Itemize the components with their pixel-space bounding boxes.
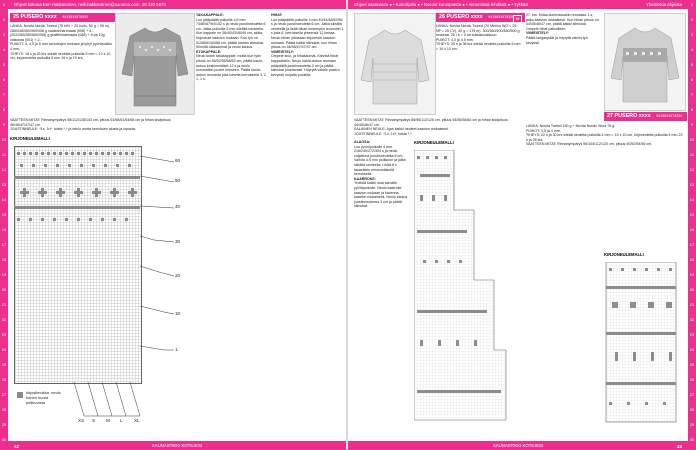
edge-number: 28 bbox=[689, 407, 695, 412]
pattern-26-title-text: 26 PUSERO xxxx bbox=[439, 14, 483, 20]
pattern-27-code: 9415834578230 bbox=[656, 114, 683, 118]
front-piece-text: Neulo kuten takakappale, mutta kun työn pituus on 46/52/55/58/62 cm, päätä kaula-aukon keskimmäiset 12 s ja neulo kummatkin puolet erikseen. Päätä kaula-aukon reunasta joka toisella kerroksella 3, 2, 1, 1 s. bbox=[196, 54, 267, 82]
left-page bbox=[8, 0, 346, 450]
edge-number: 7 bbox=[690, 92, 694, 97]
chart-27 bbox=[526, 262, 684, 432]
sweater-27-image bbox=[605, 14, 685, 110]
edge-number: 21 bbox=[689, 302, 695, 307]
edge-number: 16 bbox=[1, 227, 7, 232]
edge-number: 24 bbox=[1, 347, 7, 352]
pattern-25-yarn: LANKA: Novita Nordic Tweed (75 kt% + 25 kuitu, 50 g = 95 m). 266/048/060/960/008 g vaaleanharmaata (998) + 4... (002/260/280/660/008) g grafiitinharmaata (068) + 8 pa 10g valkoista (001) + 2... bbox=[10, 24, 111, 42]
chart-25-row-label: 10 bbox=[175, 311, 181, 316]
edge-number: 27 bbox=[689, 392, 695, 397]
edge-number: 4 bbox=[690, 47, 694, 52]
sweater-25-image bbox=[116, 14, 194, 114]
right-page-edge-tab bbox=[688, 0, 696, 450]
chart-26 bbox=[414, 150, 522, 432]
edge-number: 14 bbox=[689, 197, 695, 202]
edge-number: 19 bbox=[689, 272, 695, 277]
edge-number: 18 bbox=[1, 257, 7, 262]
chart-25-row-label: 40 bbox=[175, 204, 181, 209]
edge-number: 5 bbox=[690, 62, 694, 67]
right-header-link: Yleistietoa ohjeista bbox=[646, 2, 682, 7]
chart-25-row-label: 20 bbox=[175, 273, 181, 278]
pattern-25-title bbox=[10, 13, 116, 22]
pattern-27-photo bbox=[604, 13, 686, 111]
chart-25-row-label: 1 bbox=[175, 347, 178, 352]
edge-number: 22 bbox=[689, 317, 695, 322]
pattern-26-materials bbox=[436, 24, 522, 52]
finishing-text: Ompele sivu- ja hihasaumat. Kiinnitä hihat kappaleisiin. Neulo kaula-aukon reunaan pääpäällä joustinneuletta 3 cm ja päätä silmukat joustavasti. Höyrytä valmis pusero kevyesti nurjalta puolelta. bbox=[271, 54, 340, 77]
edge-number: 12 bbox=[689, 167, 695, 172]
pattern-26-rib: JOUSTINNEULE: *1o, 1n*, toista *-*. bbox=[354, 131, 413, 136]
pattern-27-materials bbox=[526, 124, 684, 147]
pattern-26-finishing-heading: VIIMEISTELY: bbox=[526, 31, 549, 36]
edge-number: 29 bbox=[1, 422, 7, 427]
edge-number: 9 bbox=[2, 122, 6, 127]
chart-25-row-label: 50 bbox=[175, 178, 181, 183]
left-page-header bbox=[8, 0, 346, 9]
edge-number: 11 bbox=[689, 152, 695, 157]
left-header-text: Ohjeet kokoaa Eeri Hakkarainen, neili.hakkarainen@sanoma.com, 09 120 5970 bbox=[14, 2, 166, 7]
edge-number: 8 bbox=[690, 107, 694, 112]
edge-number: 11 bbox=[1, 152, 7, 157]
chart-26-heading: KIRJONEULEMALLI bbox=[414, 140, 454, 145]
edge-number: 30 bbox=[689, 437, 695, 442]
edge-number: 13 bbox=[689, 182, 695, 187]
edge-number: 20 bbox=[1, 287, 7, 292]
right-page-footer bbox=[348, 441, 688, 450]
edge-number: 7 bbox=[2, 92, 6, 97]
chart-25-heading: KIRJONEULEMALLI bbox=[10, 136, 50, 141]
edge-number: 15 bbox=[1, 212, 7, 217]
edge-number: 24 bbox=[689, 347, 695, 352]
front-piece-heading: ETUKAPPALE: bbox=[196, 49, 222, 54]
sweater-26-image bbox=[355, 14, 435, 114]
pattern-25-needles: PUIKOT: 4, 4,5 ja 5 mm tai kokojen mukaan ja lyhyt pyöröpuikko 4 mm. bbox=[10, 42, 113, 51]
size-label: S bbox=[92, 418, 96, 423]
back-piece-text: Luo pääpäällä puikoille 4,5 mm 74/80/87/94/102 s ja neulo joustinneuletta 6 cm. Jatka puikoilla 5 mm sileällä neuleella. Kun kappale on 36/40/43/46/49 cm, aloita kirjoneule kaavion mukaan. Kun työ on 51/58/61/64/68 cm, päätä hartian silmukat. Kiinnitä olkasaumat ja neulo kaulus. bbox=[196, 17, 266, 50]
pattern-25-rib: JOUSTINNEULE: *1s, 1n*, toista *-* ja neulo mutta kerroksen alusta ja lopusta. bbox=[10, 127, 136, 132]
size-label: XL bbox=[134, 418, 140, 423]
pattern-26-finishing-text: Päätä langanpäät ja höyrytä valmis työ kevyesti. bbox=[526, 35, 588, 45]
yoke-heading: KAARROKE: bbox=[354, 176, 376, 181]
pattern-26-yarn: LANKA: Novita Nordic Tweed (70 Merino WO = 25 NP = 25 CV), 50 g = 175 m). 300/360/400/460/500 g ruskeaa. 25 I 6 = 4 sä sukkakoukkuun. bbox=[436, 24, 520, 38]
size-label: M bbox=[106, 418, 110, 423]
edge-number: 25 bbox=[689, 362, 695, 367]
pattern-25-sleeve-instructions bbox=[271, 13, 344, 283]
pattern-26-colorwork-note: SALAINEN NEULE: Ajan kaikki neuleet kaavion mukaisesti. bbox=[354, 127, 449, 132]
edge-number: 30 bbox=[1, 437, 7, 442]
edge-number: 2 bbox=[2, 17, 6, 22]
edge-number: 20 bbox=[689, 287, 695, 292]
edge-number: 10 bbox=[1, 137, 7, 142]
right-page-number: 43 bbox=[676, 444, 682, 449]
edge-number: 23 bbox=[1, 332, 7, 337]
left-footer-text: SAUNASTIKKI KOTILIESI bbox=[151, 443, 203, 448]
edge-number: 2 bbox=[690, 17, 694, 22]
edge-number: 18 bbox=[689, 257, 695, 262]
lower-body-text: Luo pyöröpuikolle 4 mm 216/240/272/304 s ja neulo suljettuna joustinneuletta 6 cm. Vaihda 4,5 mm puikkoon ja jatka sileällä neuleella. Lisää 8 s tasavälein ensimmäisellä kerroksella. bbox=[354, 144, 406, 177]
edge-number: 26 bbox=[1, 377, 7, 382]
pattern-26-code: 9415834578320 bbox=[488, 15, 515, 19]
size-label: XS bbox=[78, 418, 85, 423]
pattern-25-gauge: TIHEYS: 18 s ja 25 krs sileää neulotta puikoilla 5 mm = 10 x 10 cm, kirjoneuletta puikoilla 5 mm 19 s ja 19 krs. bbox=[10, 51, 111, 61]
pattern-25-materials bbox=[10, 24, 113, 61]
pattern-27-title-text: 27 PUSERO xxxx bbox=[607, 113, 651, 119]
edge-number: 6 bbox=[2, 77, 6, 82]
pattern-27-dimensions: VAATTEEN MITAT: Rinnanympärys 96/104/112/120 cm, pituus 50/52/54/56 cm. bbox=[526, 142, 653, 147]
edge-number: 28 bbox=[1, 407, 7, 412]
pattern-25-title-text: 25 PUSERO xxxx bbox=[13, 14, 57, 20]
edge-number: 21 bbox=[1, 302, 7, 307]
pattern-26-photo bbox=[354, 13, 436, 115]
edge-number: 5 bbox=[2, 62, 6, 67]
edge-number: 23 bbox=[689, 332, 695, 337]
pattern-25-code: 9415834578450 bbox=[62, 15, 89, 19]
yoke-text: Yhdistä kaikki osat samalle pyöröpuikolle. Neulo kaarroke kaavion mukaan ja kavenna kaavion mukaisesti. Neulo kaulus joustinneuleena 3 cm ja päätä silmukat. bbox=[354, 181, 408, 209]
pattern-26-needles: PUIKOT: 4,0 ja 4,5 mm. bbox=[436, 37, 474, 42]
edge-number: 19 bbox=[1, 272, 7, 277]
edge-number: 12 bbox=[1, 167, 7, 172]
pattern-25-back-instructions bbox=[196, 13, 268, 283]
edge-number: 27 bbox=[1, 392, 7, 397]
edge-number: 22 bbox=[1, 317, 7, 322]
left-page-footer bbox=[8, 441, 346, 450]
chart-27-heading: KIRJONEULEMALLI bbox=[604, 252, 644, 257]
finishing-heading: VIIMEISTELY: bbox=[271, 49, 294, 54]
edge-number: 17 bbox=[1, 242, 7, 247]
chart-25 bbox=[14, 146, 192, 440]
pattern-25-photo bbox=[115, 13, 195, 115]
size-label: L bbox=[120, 418, 123, 423]
left-page-edge-tab bbox=[0, 0, 8, 450]
lower-body-heading: ALAOSA: bbox=[354, 140, 371, 144]
edge-number: 4 bbox=[2, 47, 6, 52]
edge-number: 29 bbox=[689, 422, 695, 427]
pattern-26-title bbox=[436, 13, 525, 22]
pattern-27-gauge: TIHEYS: 22 s ja 30 krs sileää neuletta puikoilla 4 mm = 10 x 10 cm, kirjoneuletta puikoilla 4 mm 23 s ja 28 krs. bbox=[526, 133, 683, 142]
edge-number: 25 bbox=[1, 362, 7, 367]
right-page bbox=[348, 0, 688, 450]
sleeves-heading: HIHAT: bbox=[271, 13, 283, 17]
chart-25-row-label: 60 bbox=[175, 158, 181, 163]
pattern-26-badge-icon: 26 bbox=[513, 15, 522, 23]
edge-number: 16 bbox=[689, 227, 695, 232]
chart-26-graphic bbox=[414, 150, 522, 432]
edge-number: 17 bbox=[689, 242, 695, 247]
pattern-25-dimensions: VAATTEEN MITAT: Rinnanympärys 98/112/128/143 cm, pituus 51/58/61/64/68 cm ja hihan sisäpituus 46/46/47/47/47 cm. bbox=[10, 118, 171, 127]
right-page-header bbox=[348, 0, 688, 9]
pattern-26-measurements bbox=[354, 118, 522, 136]
right-footer-text: SAUNASTIKKI KOTILIESI bbox=[492, 443, 544, 448]
edge-number: 3 bbox=[690, 32, 694, 37]
edge-number: 3 bbox=[2, 32, 6, 37]
edge-number: 1 bbox=[2, 2, 6, 7]
pattern-26-dimensions: VAATTEEN MITAT: Rinnanympärys 86/98/112/126 cm, pituus 54/56/58/60 cm ja hihan sisäpituus 44/45/46/47 cm. bbox=[354, 118, 508, 127]
edge-number: 15 bbox=[689, 212, 695, 217]
edge-number: 13 bbox=[1, 182, 7, 187]
edge-number: 14 bbox=[1, 197, 7, 202]
edge-number: 1 bbox=[690, 2, 694, 7]
pattern-27-yarn: LANKA: Novita Tweed 150 g + Novita Nordic Wool 75 g. bbox=[526, 124, 616, 128]
edge-number: 6 bbox=[690, 77, 694, 82]
edge-number: 10 bbox=[689, 137, 695, 142]
pattern-26-sleeve-text: 27. krs: Kiilaa kummassakin reunassa 1 s, jatka kaavion mukaisesti. Kun hihan pituus on 44/45/46/47 cm, päätä kaikki silmukat. Ompele hihat paikoilleen. bbox=[526, 13, 599, 31]
pattern-25-measurements bbox=[10, 118, 193, 132]
pattern-27-needles: PUIKOT: 3,5 ja 4 mm. bbox=[526, 128, 561, 133]
edge-number: 26 bbox=[689, 377, 695, 382]
pattern-26-gauge: TIHEYS: 25 s ja 36 krs sileää neuletta puikoilla 5 mm = 10 x 10 cm. bbox=[436, 42, 521, 51]
back-piece-heading: TAKAKAPPALE: bbox=[196, 13, 224, 17]
pattern-27-title bbox=[604, 112, 687, 121]
chart-27-graphic bbox=[526, 262, 684, 432]
chart-25-row-label: 30 bbox=[175, 239, 181, 244]
edge-number: 8 bbox=[2, 107, 6, 112]
pattern-26-body-instructions bbox=[354, 140, 410, 430]
sleeves-text: Luo pääpäällä puikoille 4 mm 40/44/48/52/56 s ja neulo joustinneuletta 6 cm. Jatka sileällä neuleella ja lisää hihan molempiin reunoihin 1 s joka 6. kerroksella yhteensä 12 kertaa. Neulo hihan yläosaan kirjoneule kaavion mukaan. Päätä kaikki silmukat, kun hihan pituus on 46/46/47/47/47 cm. bbox=[271, 17, 344, 50]
left-page-number: 42 bbox=[14, 444, 20, 449]
edge-number: 9 bbox=[690, 122, 694, 127]
chart-25-legend: kirjosilmukka, neulo toinen nuura pelikuvana bbox=[26, 390, 61, 405]
right-header-text: Ohjeet saatavissa ● • Kokoilijalla ● • Novosr koruspaetta ● • Aiemmissa lehdissä ● • Tykkää bbox=[354, 2, 528, 7]
